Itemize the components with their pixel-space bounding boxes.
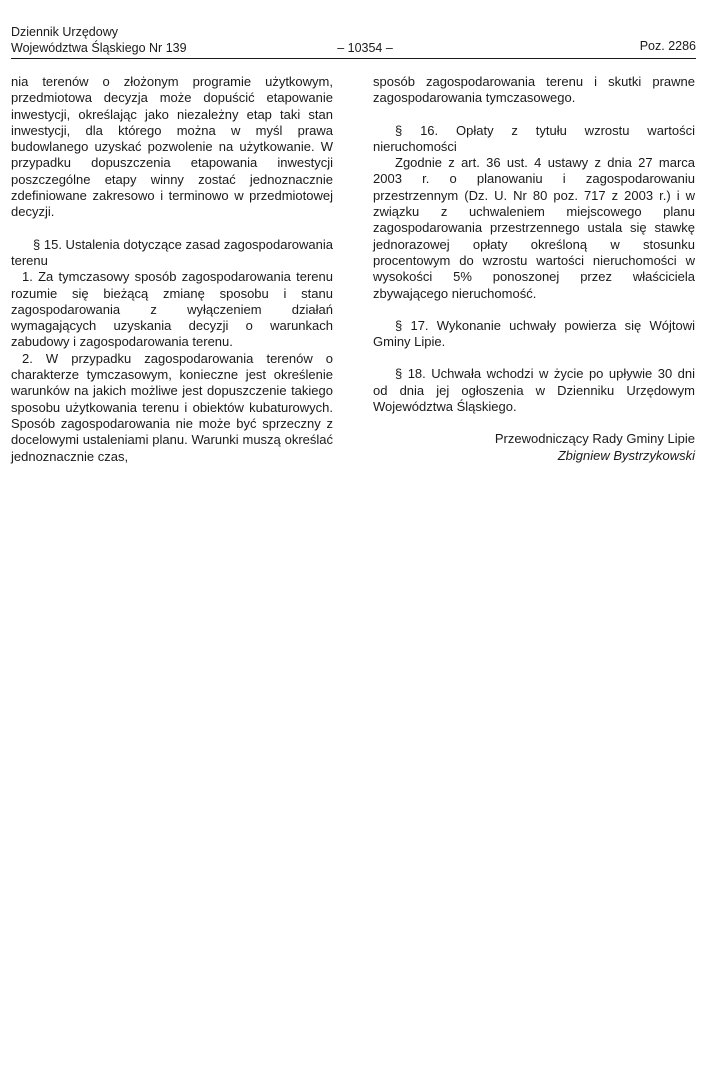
section-15-point-2: 2. W przypadku zagospodarowania terenów o charakterze tymczasowym, konieczne jest określenie warunków na jakich możliwe jest dopuszczenie takiego sposobu użytkowania terenu i obiektów kubaturowych. Sposób zagospodarowania nie może być sprzeczny z docelowymi ustaleniami planu. Warunki muszą określać jednoznacznie czas, <box>11 350 333 464</box>
page-number: – 10354 – <box>337 41 393 55</box>
paragraph-continuation: sposób zagospodarowania terenu i skutki prawne zagospodarowania tymczasowego. <box>373 74 695 106</box>
paragraph-continuation: nia terenów o złożonym programie użytkowym, przedmiotowa decyzja może dopuścić etapowanie inwestycji, określając jako niezależny etap taki stan inwestycji, dla którego można w myśl prawa budowlanego uzyskać pozwolenie na użytkowanie. W przypadku dopuszczenia etapowania inwestycji poszczególne etapy winny zostać jednoznacznie zdefiniowane zakresowo i terminowo w przedmiotowej decyzji. <box>11 74 333 220</box>
position-number: Poz. 2286 <box>639 39 696 53</box>
section-17: § 17. Wykonanie uchwały powierza się Wójtowi Gminy Lipie. <box>373 317 695 350</box>
page-header <box>11 24 696 60</box>
signature-name: Zbigniew Bystrzykowski <box>557 447 695 463</box>
signature-title: Przewodniczący Rady Gminy Lipie <box>494 431 695 447</box>
section-18: § 18. Uchwała wchodzi w życie po upływie 30 dni od dnia jej ogłoszenia w Dzienniku Urzędowym Województwa Śląskiego. <box>373 366 695 415</box>
right-column <box>373 74 695 464</box>
section-15-point-1: 1. Za tymczasowy sposób zagospodarowania terenu rozumie się bieżącą zmianę sposobu i stanu zagospodarowania z wyłączeniem działań wymagających uzyskania decyzji o warunkach zabudowy i zagospodarowania terenu. <box>11 269 333 350</box>
section-16-title: § 16. Opłaty z tytułu wzrostu wartości nieruchomości <box>373 122 695 154</box>
journal-title-line2: Województwa Śląskiego Nr 139 <box>11 41 187 55</box>
section-15-title: § 15. Ustalenia dotyczące zasad zagospodarowania terenu <box>11 236 333 268</box>
journal-title-line1: Dziennik Urzędowy <box>11 25 118 39</box>
header-rule <box>11 58 696 59</box>
signature-block <box>373 431 695 464</box>
section-16-body: Zgodnie z art. 36 ust. 4 ustawy z dnia 27 marca 2003 r. o planowaniu i zagospodarowaniu przestrzennym (Dz. U. Nr 80 poz. 717 z 2003 r.) i w związku z uchwaleniem miejscowego planu zagospodarowania przestrzennego ustala się stawkę jednorazowej opłaty określoną w stosunku procentowym do wzrostu wartości nieruchomości w wysokości 5% ponoszonej przez właściciela zbywającego nieruchomość. <box>373 155 695 301</box>
left-column <box>11 74 333 465</box>
